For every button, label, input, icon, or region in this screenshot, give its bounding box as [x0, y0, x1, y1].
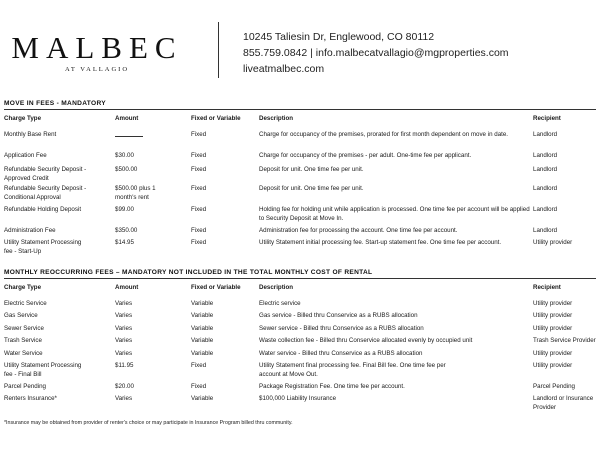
row-recipient: Landlord: [533, 227, 558, 234]
row-type: Variable: [191, 350, 214, 357]
row-charge: Electric Service: [4, 300, 47, 307]
header-charge-type: Charge Type: [4, 115, 42, 122]
header-recipient: Recipient: [533, 284, 561, 291]
section-rule: [4, 278, 596, 279]
row-charge: Parcel Pending: [4, 383, 46, 390]
row-type: Variable: [191, 395, 214, 402]
row-type: Variable: [191, 312, 214, 319]
row-charge: Renters Insurance*: [4, 395, 57, 402]
row-type: Variable: [191, 337, 214, 344]
row-type: Fixed: [191, 166, 207, 173]
header-description: Description: [259, 284, 294, 291]
row-recipient: Landlord: [533, 152, 558, 159]
row-desc: Sewer service - Billed thru Conservice as a RUBS allocation: [259, 325, 424, 332]
row-desc: Utility Statement final processing fee. Final Bill fee. One time fee per account at Move Out.: [259, 362, 446, 378]
row-charge: Trash Service: [4, 337, 42, 344]
row-charge: Utility Statement Processing fee - Start-Up: [4, 239, 82, 255]
row-recipient: Landlord or Insurance Provider: [533, 395, 594, 411]
row-recipient: Landlord: [533, 185, 558, 192]
row-type: Variable: [191, 300, 214, 307]
row-recipient: Landlord: [533, 166, 558, 173]
row-amount: $11.95: [115, 362, 134, 369]
row-charge: Refundable Holding Deposit: [4, 206, 82, 213]
brand-logo: [2, 32, 192, 73]
brand-name: MALBEC: [11, 30, 183, 65]
row-charge: Refundable Security Deposit - Approved Credit: [4, 166, 87, 182]
row-charge: Refundable Security Deposit - Conditional Approval: [4, 185, 87, 201]
row-type: Fixed: [191, 206, 207, 213]
row-desc: Utility Statement initial processing fee. Start-up statement fee. One time fee per account.: [259, 239, 502, 246]
row-charge: Water Service: [4, 350, 43, 357]
row-charge: Monthly Base Rent: [4, 131, 57, 138]
row-amount: Varies: [115, 395, 133, 402]
row-amount: $20.00: [115, 383, 134, 390]
row-amount: Varies: [115, 350, 133, 357]
row-desc: Holding fee for holding unit while application is processed. One time fee per account will be applied to Security Deposit at Move In.: [259, 206, 530, 222]
row-type: Fixed: [191, 239, 207, 246]
row-recipient: Parcel Pending: [533, 383, 575, 390]
row-desc: Water service - Billed thru Conservice as a RUBS allocation: [259, 350, 423, 357]
header-divider: [218, 22, 219, 78]
section-title-move-in: MOVE IN FEES - MANDATORY: [4, 100, 106, 107]
row-type: Fixed: [191, 131, 207, 138]
row-recipient: Utility provider: [533, 362, 573, 369]
section-title-monthly: MONTHLY REOCCURRING FEES – MANDATORY NOT INCLUDED IN THE TOTAL MONTHLY COST OF RENTAL: [4, 269, 373, 276]
row-desc: Deposit for unit. One time fee per unit.: [259, 166, 364, 173]
row-recipient: Trash Service Provider: [533, 337, 596, 344]
contact-address: 10245 Taliesin Dr, Englewood, CO 80112: [243, 31, 435, 43]
row-amount: $350.00: [115, 227, 138, 234]
row-recipient: Utility provider: [533, 239, 573, 246]
contact-block: [243, 29, 509, 77]
header-amount: Amount: [115, 115, 139, 122]
header-recipient: Recipient: [533, 115, 561, 122]
row-desc: Package Registration Fee. One time fee per account.: [259, 383, 405, 390]
row-type: Fixed: [191, 227, 207, 234]
row-charge: Sewer Service: [4, 325, 44, 332]
row-desc: Gas service - Billed thru Conservice as a RUBS allocation: [259, 312, 418, 319]
row-amount: $99.00: [115, 206, 134, 213]
brand-subtitle: AT VALLAGIO: [64, 66, 130, 73]
row-type: Fixed: [191, 152, 207, 159]
row-charge: Administration Fee: [4, 227, 56, 234]
row-recipient: Landlord: [533, 206, 558, 213]
row-desc: Electric service: [259, 300, 301, 307]
row-amount: Varies: [115, 300, 133, 307]
row-desc: Deposit for unit. One time fee per unit.: [259, 185, 364, 192]
row-recipient: Utility provider: [533, 350, 573, 357]
header-charge-type: Charge Type: [4, 284, 42, 291]
section-rule: [4, 109, 596, 110]
row-recipient: Utility provider: [533, 312, 573, 319]
header-amount: Amount: [115, 284, 139, 291]
row-recipient: Landlord: [533, 131, 558, 138]
row-charge: Gas Service: [4, 312, 38, 319]
row-type: Variable: [191, 325, 214, 332]
row-charge: Application Fee: [4, 152, 47, 159]
row-type: Fixed: [191, 185, 207, 192]
row-recipient: Utility provider: [533, 325, 573, 332]
row-amount: $30.00: [115, 152, 134, 159]
row-amount: $500.00 plus 1 month's rent: [115, 185, 156, 201]
header-fixed-variable: Fixed or Variable: [191, 284, 241, 291]
row-amount: $14.95: [115, 239, 134, 246]
row-amount: $500.00: [115, 166, 138, 173]
row-desc: $100,000 Liability Insurance: [259, 395, 337, 402]
row-amount: Varies: [115, 337, 133, 344]
row-desc: Administration fee for processing the account. One time fee per account.: [259, 227, 458, 234]
row-amount: Varies: [115, 325, 133, 332]
footnote: *Insurance may be obtained from provider of renter's choice or may participate in Insurance Program billed thru community.: [4, 420, 293, 426]
row-type: Fixed: [191, 383, 207, 390]
contact-phone-email[interactable]: 855.759.0842 | info.malbecatvallagio@mgproperties.com: [243, 47, 509, 59]
header-fixed-variable: Fixed or Variable: [191, 115, 241, 122]
row-amount: Varies: [115, 312, 133, 319]
row-amount-blank: [115, 130, 189, 139]
row-recipient: Utility provider: [533, 300, 573, 307]
contact-website[interactable]: liveatmalbec.com: [243, 63, 325, 75]
header-description: Description: [259, 115, 294, 122]
row-charge: Utility Statement Processing fee - Final Bill: [4, 362, 82, 378]
row-desc: Charge for occupancy of the premises, prorated for first month dependent on move in date.: [259, 131, 509, 138]
row-desc: Charge for occupancy of the premises - per adult. One-time fee per applicant.: [259, 152, 472, 159]
row-desc: Waste collection fee - Billed thru Conservice allocated evenly by occupied unit: [259, 337, 473, 344]
row-type: Fixed: [191, 362, 207, 369]
